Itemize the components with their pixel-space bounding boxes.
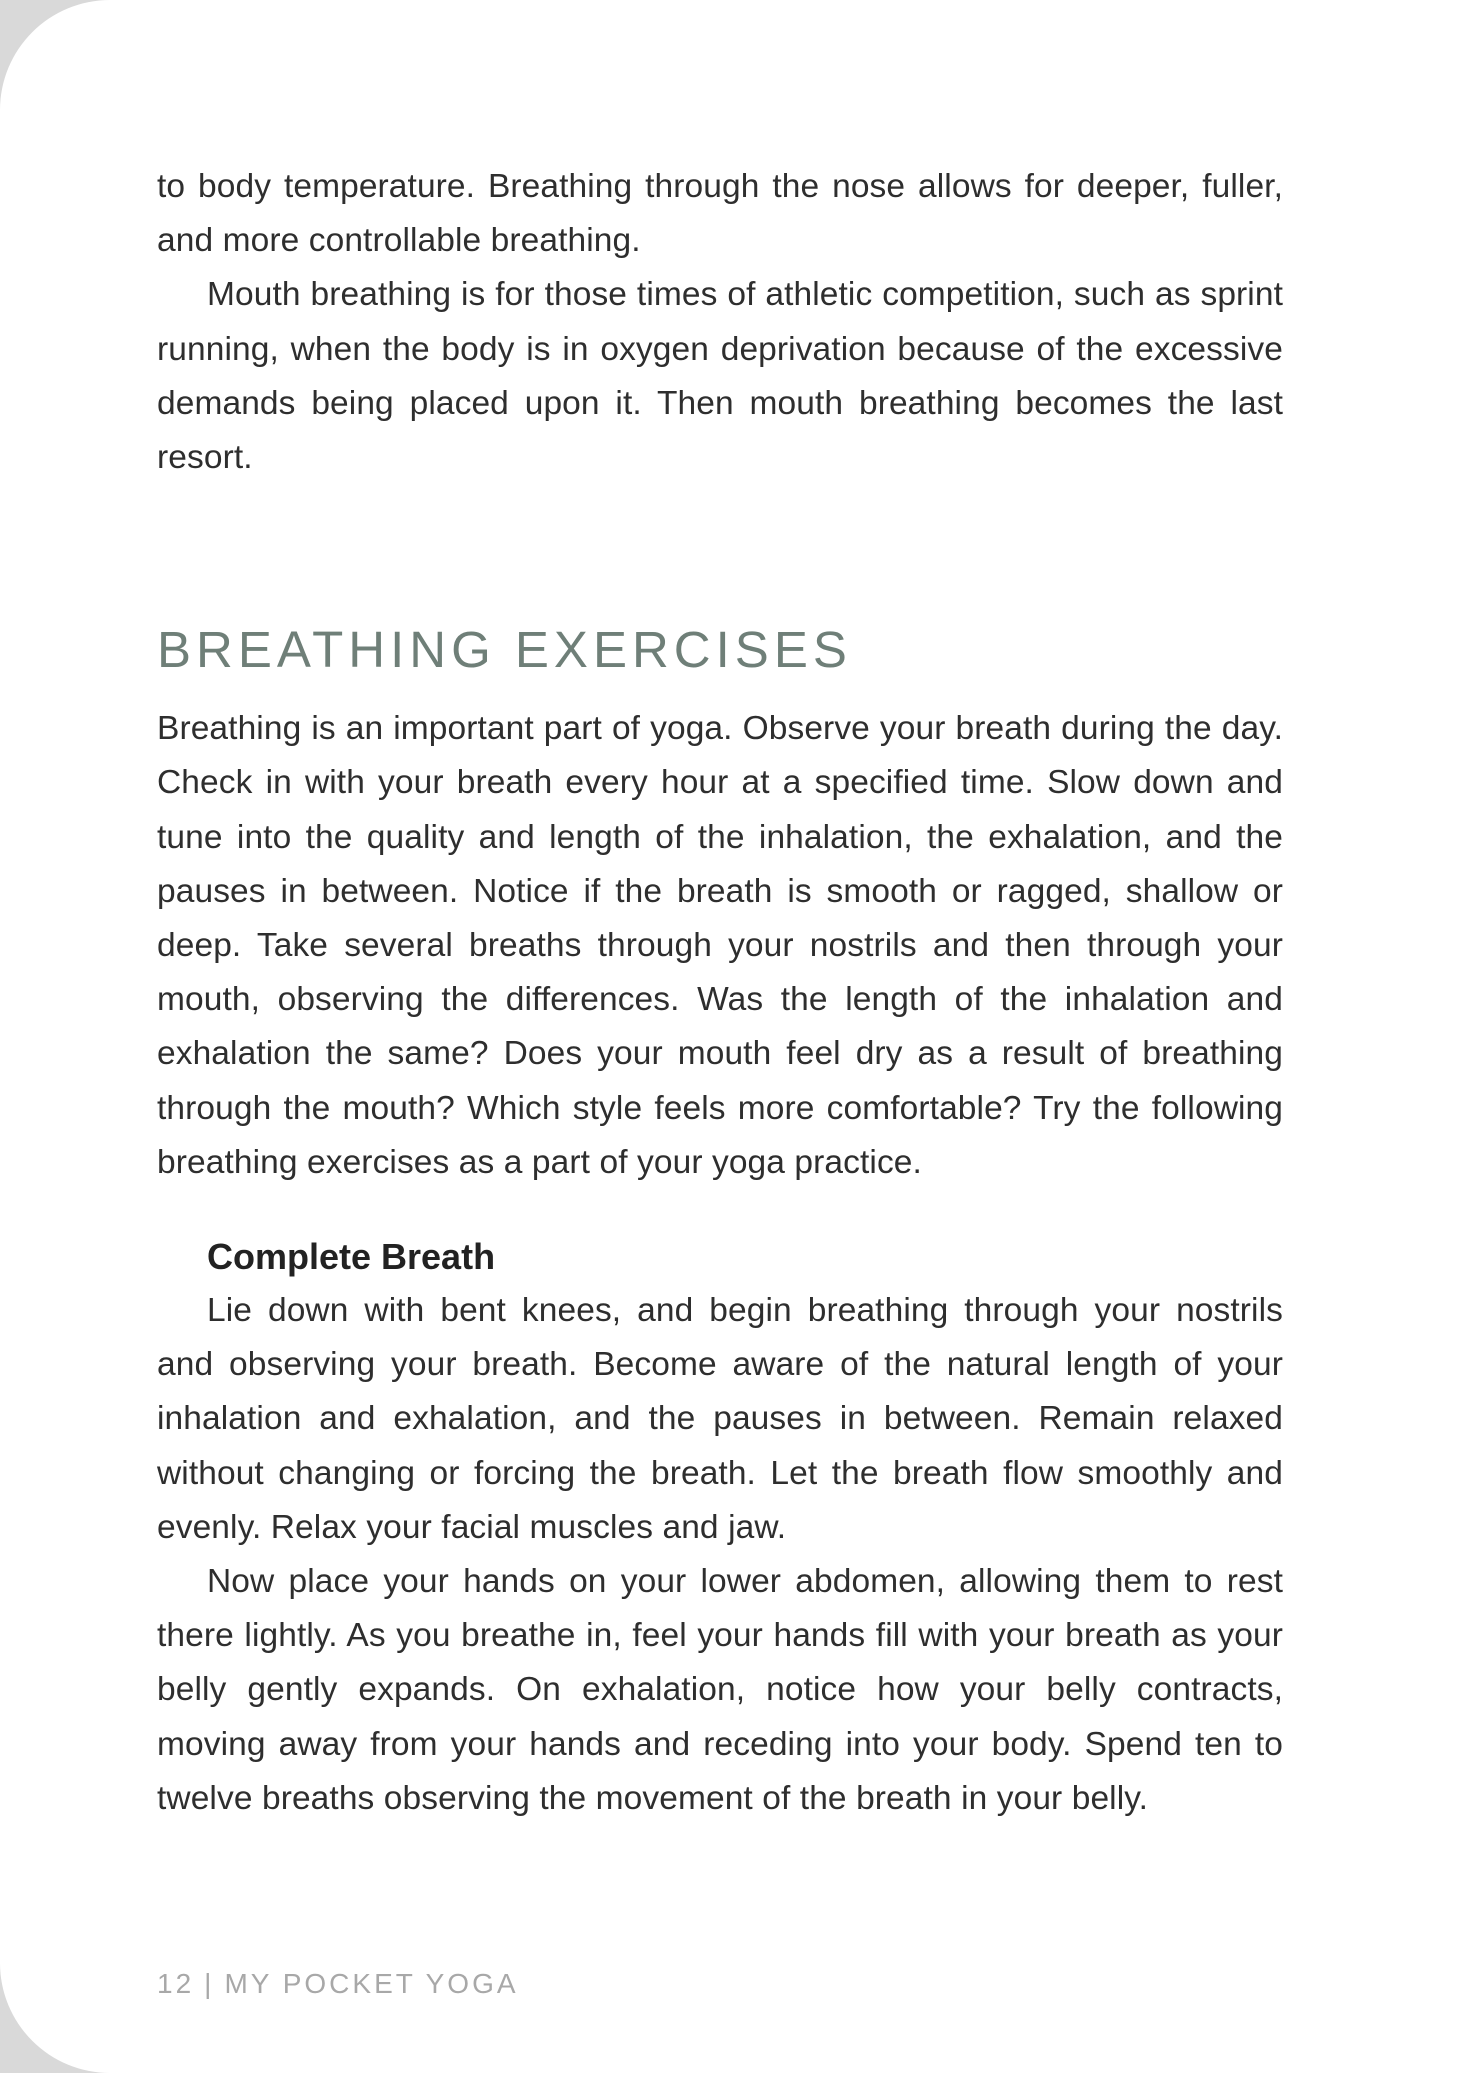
subsection-heading: Complete Breath bbox=[207, 1236, 496, 1278]
page-number: 12 bbox=[157, 1968, 195, 1999]
section-heading: BREATHING EXERCISES bbox=[157, 621, 852, 679]
section-intro-paragraph: Breathing is an important part of yoga. Observe your breath during the day. Check in with your breath every hour at a specified time. Slow down and tune into the quality and length of the inhalation, the exhalation, and the pauses in between. Notice if the breath is smooth or ragged, shallow or deep. Take several breaths through your nostrils and then through your mouth, observing the differences. Was the length of the inhalation and exhalation the same? Does your mouth feel dry as a result of breathing through the mouth? Which style feels more comfortable? Try the following breathing exercises as a part of your yoga practice. bbox=[157, 710, 1283, 1181]
subsection-paragraph: Now place your hands on your lower abdomen, allowing them to rest there lightly. As you breathe in, feel your hands fill with your breath as your belly gently expands. On exhalation, notice how your belly contracts, moving away from your hands and receding into your body. Spend ten to twelve breaths observing the movement of the breath in your belly. bbox=[157, 1563, 1283, 1817]
paragraph-continuation: to body temperature. Breathing through the nose allows for deeper, fuller, and more controllable breathing. bbox=[157, 168, 1283, 260]
paragraph-mouth-breathing: Mouth breathing is for those times of athletic competition, such as sprint running, when the body is in oxygen deprivation because of the excessive demands being placed upon it. Then mouth breathing becomes the last resort. bbox=[157, 276, 1283, 477]
page-footer bbox=[157, 1968, 519, 2000]
book-title: MY POCKET YOGA bbox=[224, 1968, 519, 1999]
footer-separator: | bbox=[204, 1968, 215, 1999]
page-content bbox=[157, 160, 1283, 1826]
subsection-paragraph: Lie down with bent knees, and begin breathing through your nostrils and observing your breath. Become aware of the natural length of your inhalation and exhalation, and the pauses in between. Remain relaxed without changing or forcing the breath. Let the breath flow smoothly and evenly. Relax your facial muscles and jaw. bbox=[157, 1292, 1283, 1546]
